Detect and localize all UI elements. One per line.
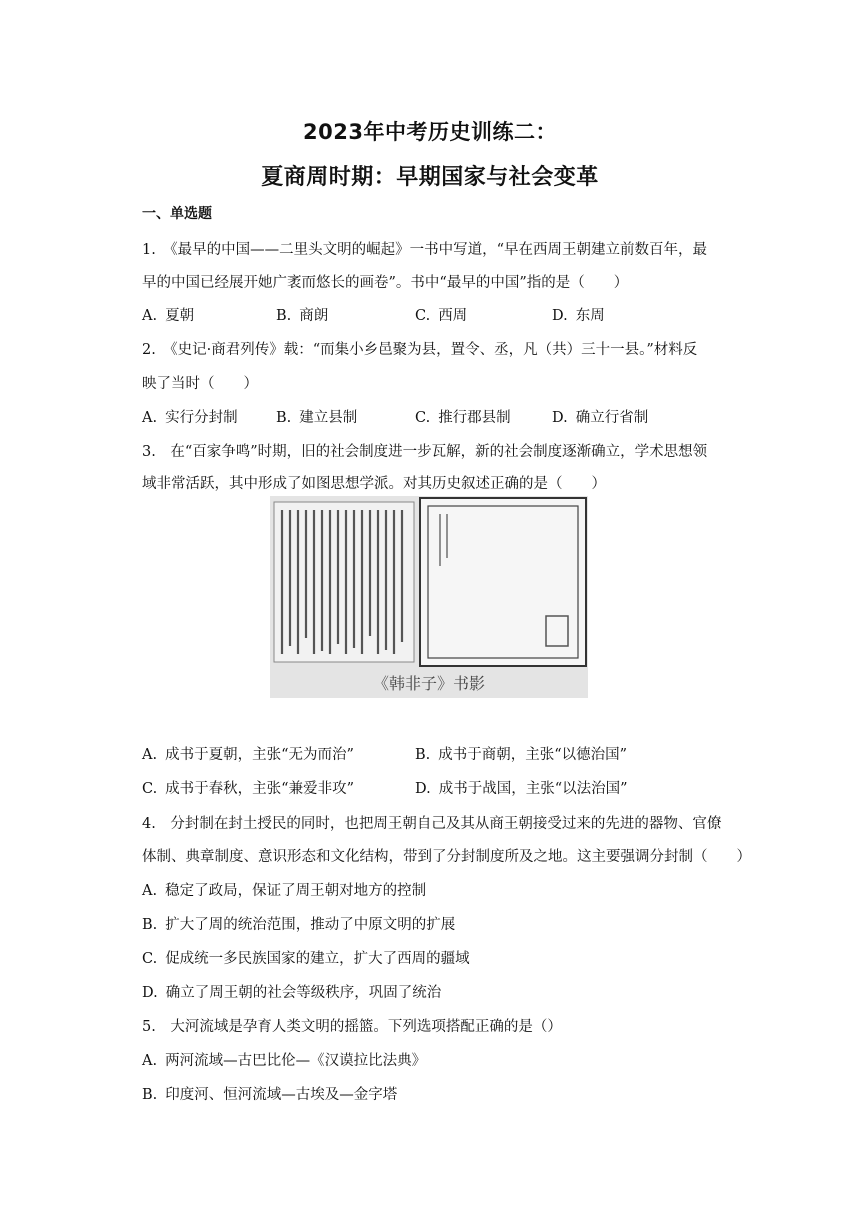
- question-1-option-d: D. 东周: [552, 308, 605, 324]
- hanfeizi-book-image: [270, 496, 588, 698]
- question-4-option-d: D. 确立了周王朝的社会等级秩序，巩固了统治: [142, 985, 442, 1001]
- question-3-option-d: D. 成书于战国，主张“以法治国”: [415, 781, 628, 797]
- book-page-illustration: [270, 496, 588, 698]
- question-1-option-c: C. 西周: [415, 308, 468, 324]
- question-1-option-a: A. 夏朝: [142, 308, 195, 324]
- question-2-line-2: 映了当时（ ）: [142, 376, 258, 392]
- question-4-line-2: 体制、典章制度、意识形态和文化结构，带到了分封制度所及之地。这主要强调分封制（ ）: [142, 849, 751, 865]
- question-3-option-a: A. 成书于夏朝，主张“无为而治”: [142, 747, 354, 763]
- question-3-line-1: 3. 在“百家争鸣”时期，旧的社会制度进一步瓦解，新的社会制度逐渐确立，学术思想领: [142, 444, 708, 460]
- question-2-option-c: C. 推行郡县制: [415, 410, 511, 426]
- question-4-line-1: 4. 分封制在封土授民的同时，也把周王朝自己及其从商王朝接受过来的先进的器物、官僚: [142, 816, 722, 832]
- figure-caption: 《韩非子》书影: [372, 674, 485, 693]
- question-4-option-b: B. 扩大了周的统治范围，推动了中原文明的扩展: [142, 917, 456, 933]
- question-2-option-b: B. 建立县制: [276, 410, 358, 426]
- question-5-option-b: B. 印度河、恒河流域—古埃及—金字塔: [142, 1087, 398, 1103]
- section-heading: 一、单选题: [142, 206, 212, 222]
- question-3-option-b: B. 成书于商朝，主张“以德治国”: [415, 747, 628, 763]
- question-2-option-a: A. 实行分封制: [142, 410, 238, 426]
- question-1-line-2: 早的中国已经展开她广袤而悠长的画卷”。书中“最早的中国”指的是（ ）: [142, 275, 629, 291]
- question-1-line-1: 1. 《最早的中国——二里头文明的崛起》一书中写道，“早在西周王朝建立前数百年，最: [142, 242, 707, 258]
- question-5-option-a: A. 两河流域—古巴比伦—《汉谟拉比法典》: [142, 1053, 427, 1069]
- question-2-line-1: 2. 《史记·商君列传》载：“而集小乡邑聚为县，置令、丞，凡（共）三十一县。”材料反: [142, 342, 698, 358]
- page-title: 2023年中考历史训练二：: [303, 120, 557, 144]
- question-5-line-1: 5. 大河流域是孕育人类文明的摇篮。下列选项搭配正确的是（）: [142, 1019, 562, 1035]
- question-1-option-b: B. 商朗: [276, 308, 329, 324]
- question-4-option-c: C. 促成统一多民族国家的建立，扩大了西周的疆域: [142, 951, 470, 967]
- question-3-option-c: C. 成书于春秋，主张“兼爱非攻”: [142, 781, 355, 797]
- question-4-option-a: A. 稳定了政局，保证了周王朝对地方的控制: [142, 883, 427, 899]
- question-2-option-d: D. 确立行省制: [552, 410, 649, 426]
- question-3-line-2: 域非常活跃，其中形成了如图思想学派。对其历史叙述正确的是（ ）: [142, 476, 606, 492]
- page-subtitle: 夏商周时期：早期国家与社会变革: [261, 165, 599, 190]
